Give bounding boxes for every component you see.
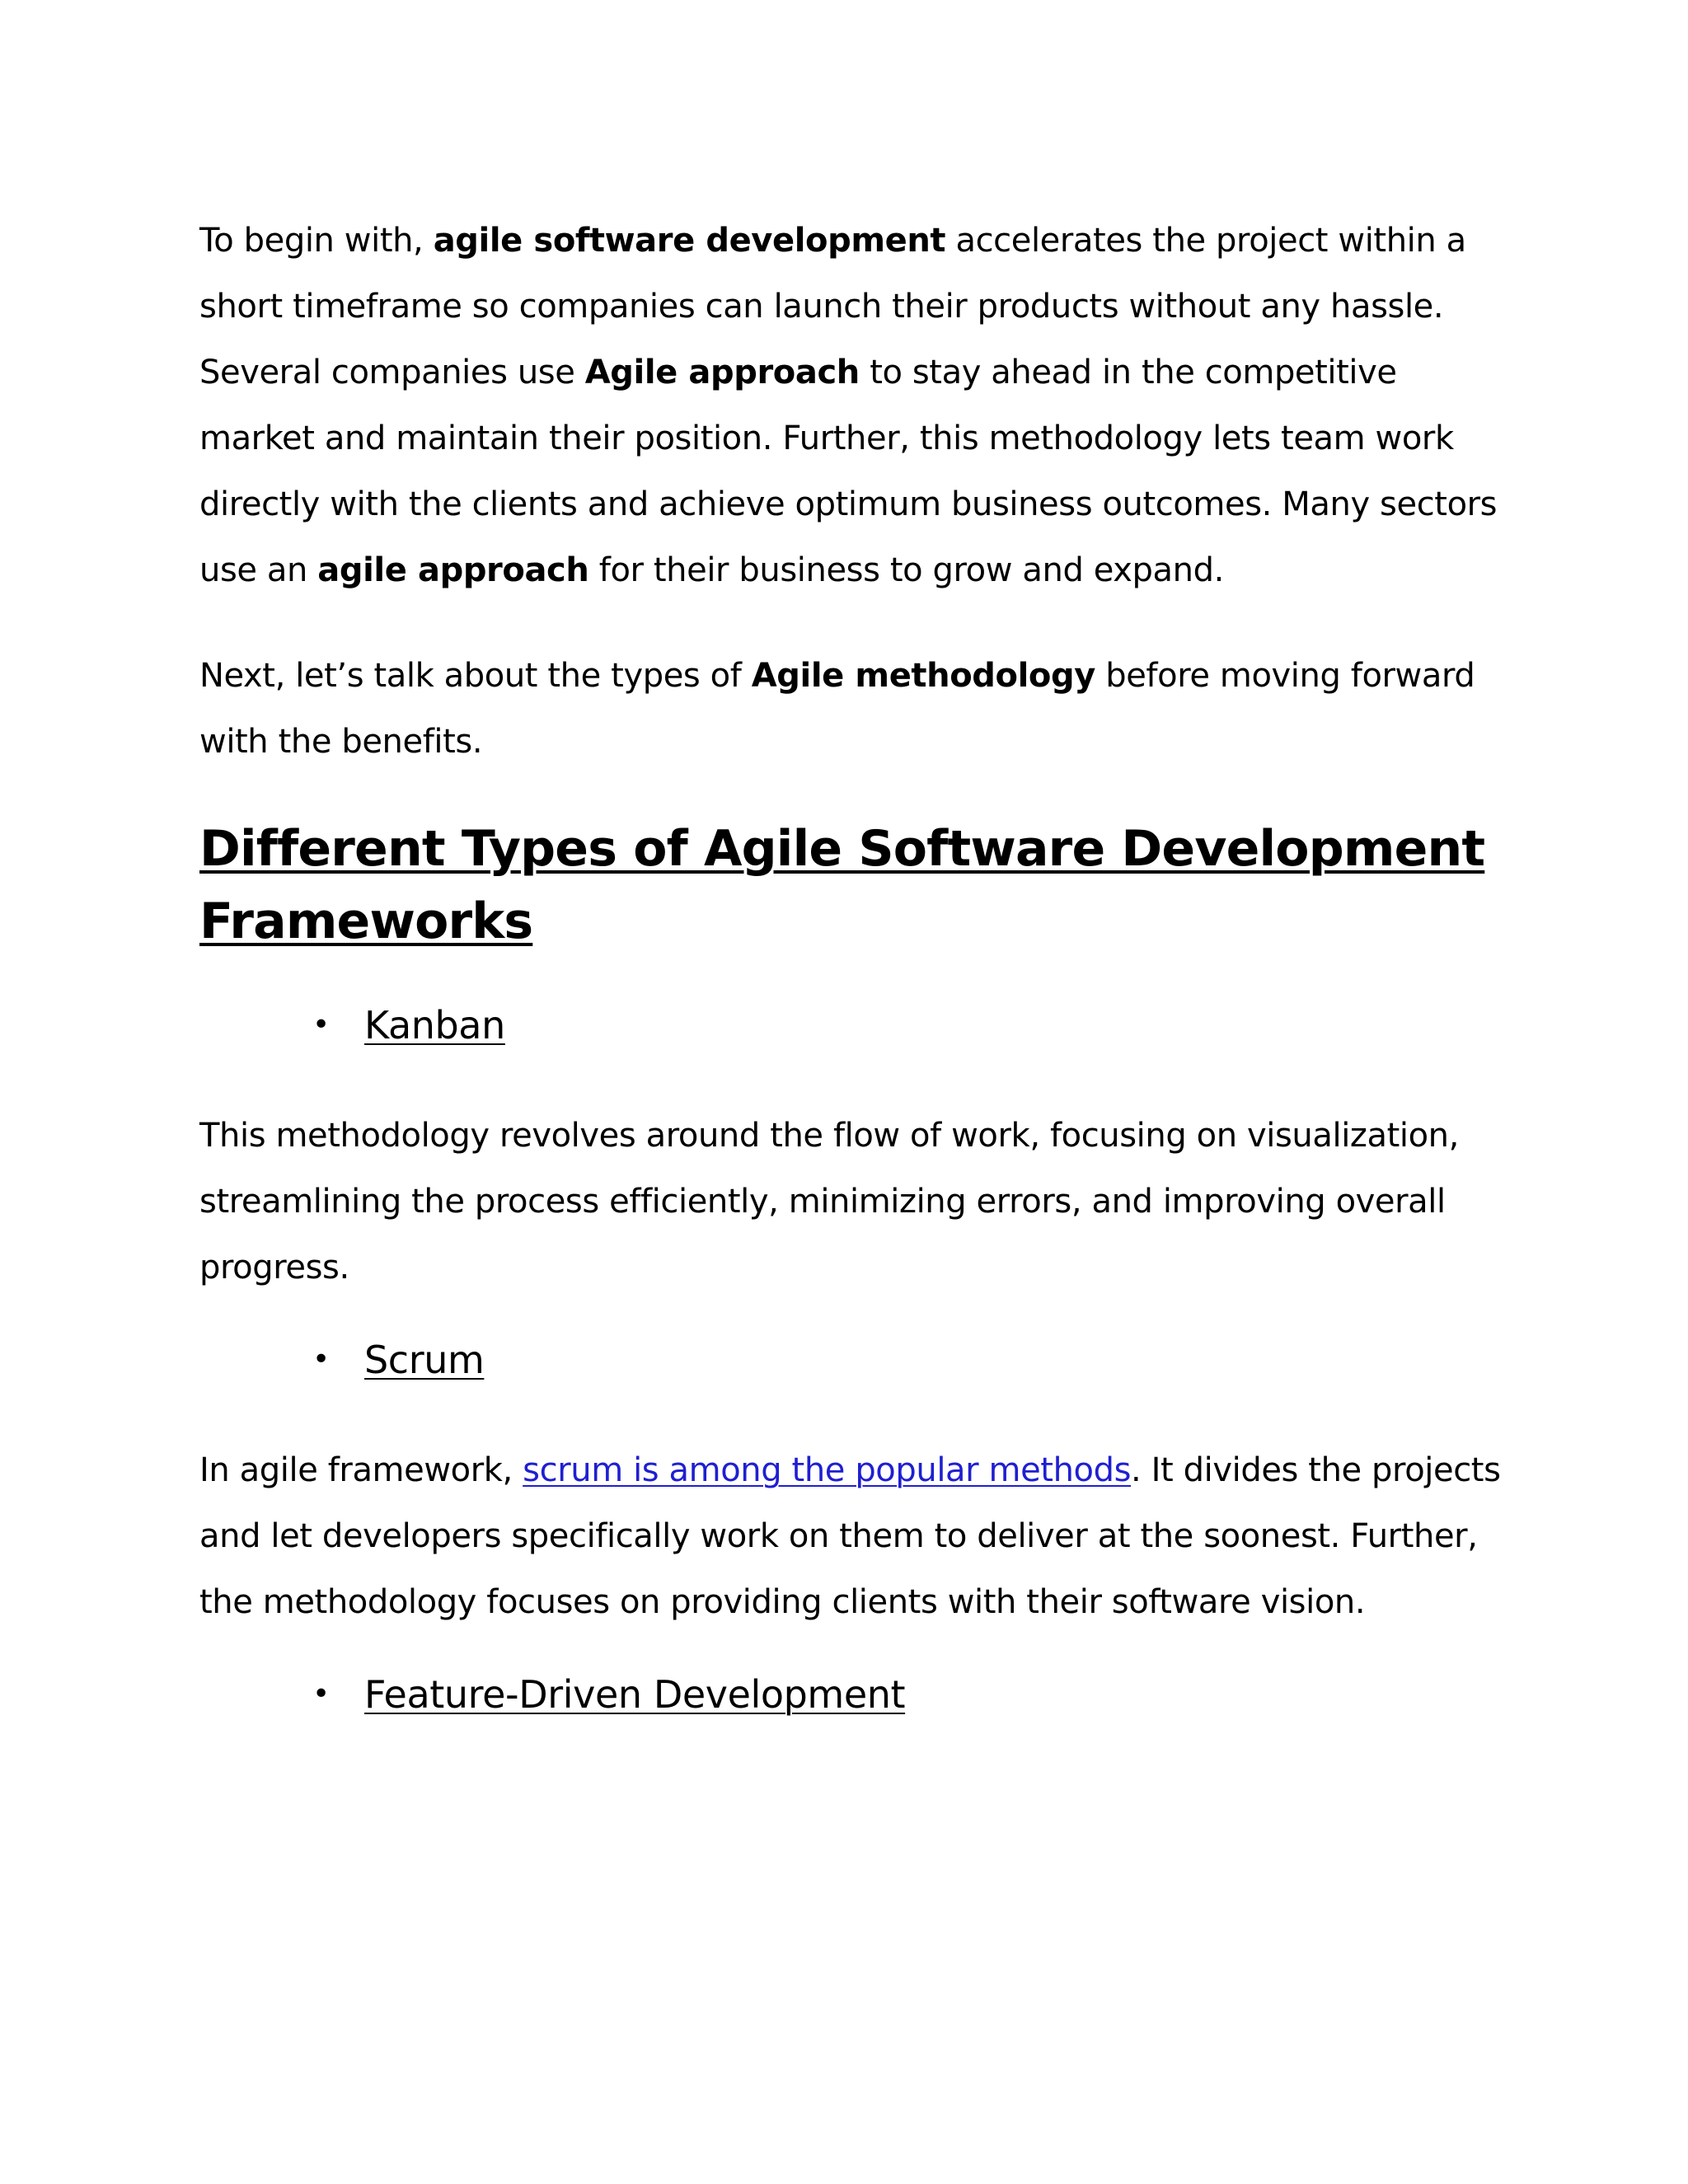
scrum-text-1: In agile framework,	[199, 1451, 523, 1489]
scrum-text-2: . It divides the projects and let developers specifically work on them to deliver at the soonest. Further, the methodology focuses on providing clients with their software vision.	[199, 1451, 1501, 1621]
transition-text-1: Next, let’s talk about the types of	[199, 657, 752, 695]
bullet-label-fdd: Feature-Driven Development	[364, 1672, 906, 1717]
bullet-dot: •	[312, 1343, 330, 1376]
bullet-label-kanban: Kanban	[364, 1003, 505, 1047]
keyword-agile-approach: Agile approach	[584, 354, 860, 391]
keyword-agile-approach-lower: agile approach	[317, 551, 589, 589]
intro-text-4: for their business to grow and expand.	[588, 551, 1224, 589]
scrum-popular-methods-link[interactable]: scrum is among the popular methods	[523, 1451, 1132, 1489]
kanban-description: This methodology revolves around the flow of work, focusing on visualization, streamlining the process efficiently, minimizing errors, and improving overall progress.	[199, 1117, 1459, 1286]
document-page	[199, 208, 1502, 1727]
bullet-label-scrum: Scrum	[364, 1338, 485, 1382]
bullet-feature-driven-development	[199, 1661, 1502, 1727]
section-heading: Different Types of Agile Software Development Frameworks	[199, 820, 1485, 950]
intro-text-1: To begin with,	[199, 222, 434, 260]
bullet-scrum	[199, 1327, 1502, 1393]
intro-text-2: accelerates the project within a short timeframe so companies can launch their products without any hassle. Several companies use	[199, 222, 1466, 391]
keyword-agile-methodology: Agile methodology	[751, 657, 1095, 695]
intro-paragraph	[199, 208, 1502, 603]
bullet-dot: •	[312, 1008, 330, 1042]
bullet-kanban	[199, 992, 1502, 1058]
transition-paragraph	[199, 643, 1502, 775]
scrum-description	[199, 1437, 1502, 1635]
transition-text-2: before moving forward with the benefits.	[199, 657, 1475, 761]
keyword-agile-software-development: agile software development	[433, 222, 946, 260]
bullet-dot: •	[312, 1677, 330, 1711]
intro-text-3: to stay ahead in the competitive market and maintain their position. Further, this methodology lets team work directly with the clients and achieve optimum business outcomes. Many sectors use an	[199, 354, 1498, 589]
